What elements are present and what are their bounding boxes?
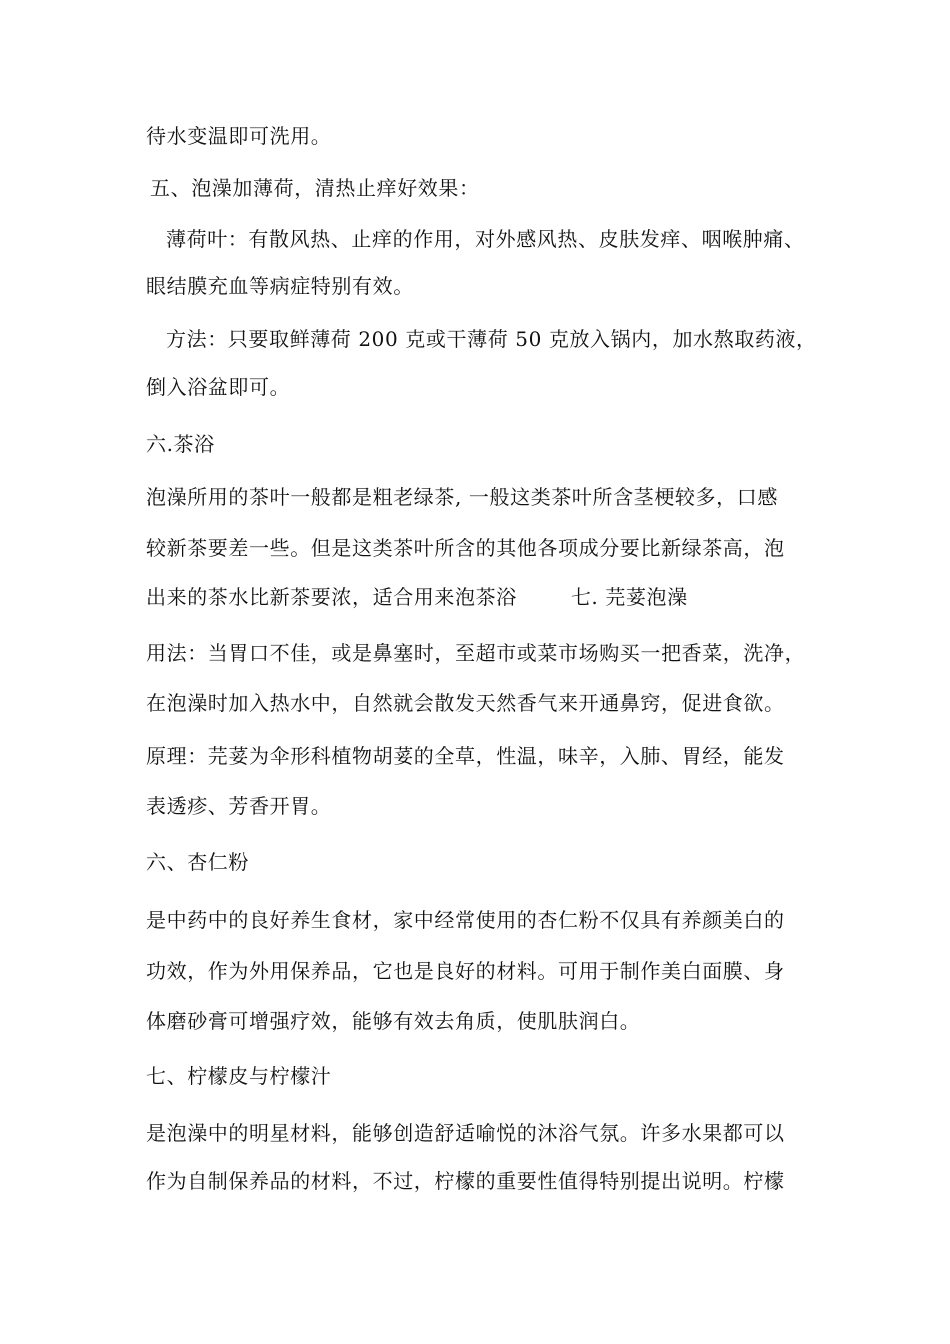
paragraph-line: 原理：芫荽为伞形科植物胡荽的全草，性温，味辛，入肺、胃经，能发 [146,744,785,768]
section-heading: 七、柠檬皮与柠檬汁 [146,1064,332,1088]
paragraph-line: 作为自制保养品的材料，不过，柠檬的重要性值得特别提出说明。柠檬 [146,1169,785,1193]
paragraph-line: 用法：当胃口不佳，或是鼻塞时，至超市或菜市场购买一把香菜，洗净， [146,641,806,665]
paragraph-line: 方法：只要取鲜薄荷 200 克或干薄荷 50 克放入锅内，加水熬取药液， [166,327,817,351]
paragraph-line: 较新茶要差一些。但是这类茶叶所含的其他各项成分要比新绿茶高，泡 [146,536,785,560]
paragraph-line: 是泡澡中的明星材料，能够创造舒适喻悦的沐浴气氛。许多水果都可以 [146,1121,785,1145]
section-heading: 五、泡澡加薄荷，清热止痒好效果： [150,176,480,200]
section-heading: 六.茶浴 [146,432,215,456]
paragraph-line: 是中药中的良好养生食材，家中经常使用的杏仁粉不仅具有养颜美白的 [146,908,785,932]
section-heading: 六、杏仁粉 [146,850,249,874]
section-heading: 七. 芫荽泡澡 [570,585,688,609]
paragraph-line: 表透疹、芳香开胃。 [146,794,332,818]
paragraph-line: 薄荷叶：有散风热、止痒的作用，对外感风热、皮肤发痒、咽喉肿痛、 [166,227,805,251]
paragraph-line: 泡澡所用的茶叶一般都是粗老绿茶, 一般这类茶叶所含茎梗较多，口感 [146,485,778,509]
paragraph-line: 体磨砂膏可增强疗效，能够有效去角质，使肌肤润白。 [146,1009,641,1033]
paragraph-line: 出来的茶水比新茶要浓，适合用来泡茶浴 [146,585,517,609]
paragraph-line-with-heading [146,584,811,610]
paragraph-line: 在泡澡时加入热水中，自然就会散发天然香气来开通鼻窍，促进食欲。 [146,691,785,715]
paragraph-line: 待水变温即可洗用。 [146,124,332,148]
paragraph-line: 功效，作为外用保养品，它也是良好的材料。可用于制作美白面膜、身 [146,959,785,983]
paragraph-line: 眼结膜充血等病症特别有效。 [146,274,414,298]
paragraph-line: 倒入浴盆即可。 [146,375,291,399]
